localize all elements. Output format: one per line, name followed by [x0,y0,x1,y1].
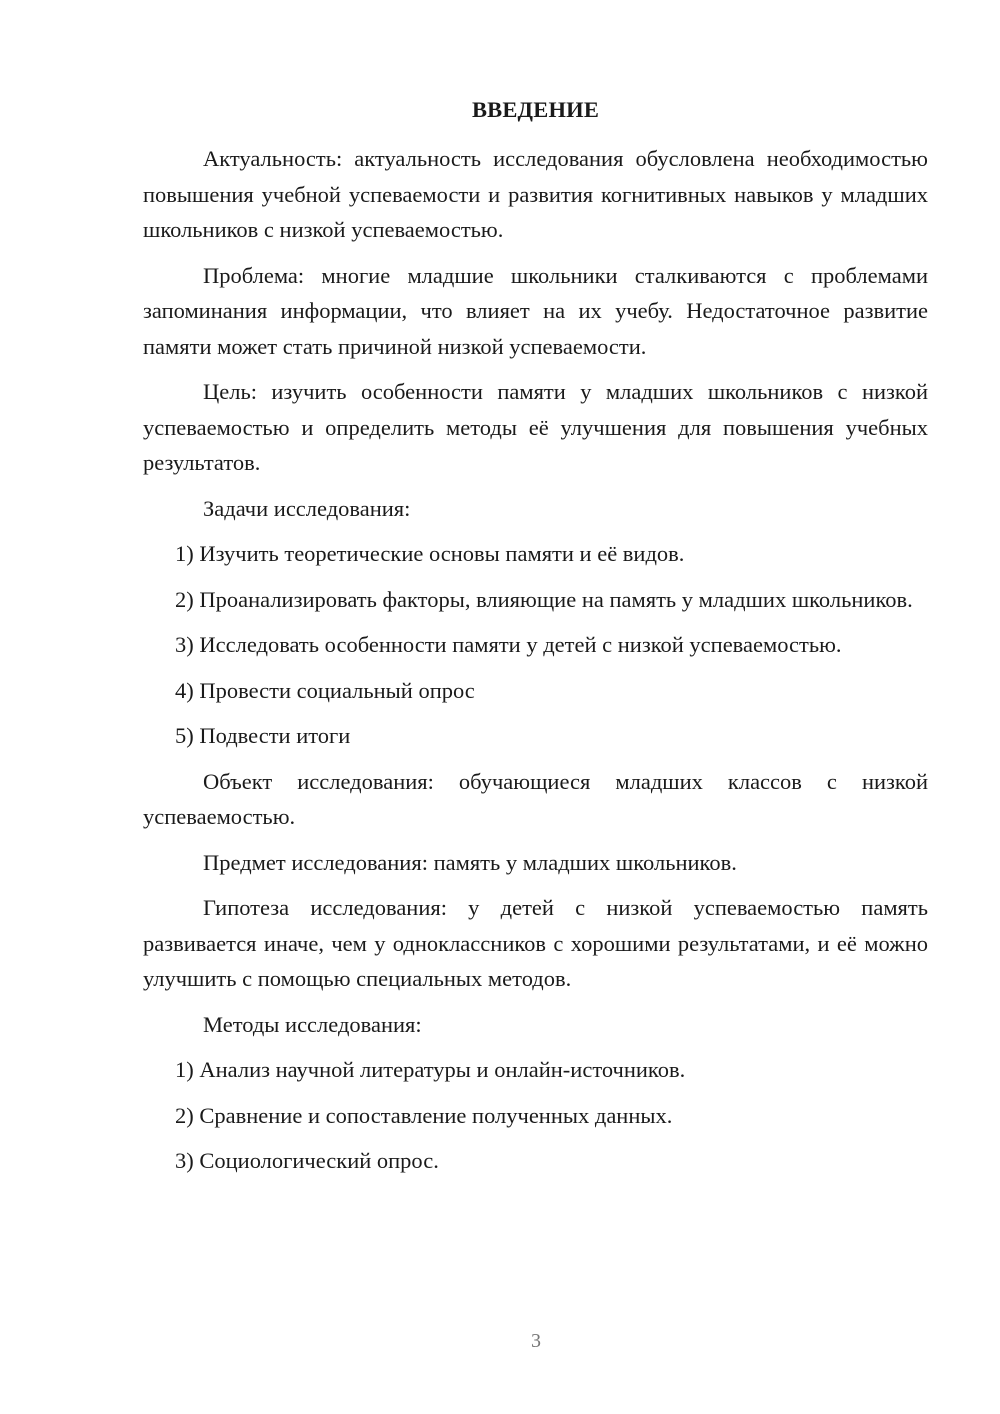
subject-paragraph: Предмет исследования: память у младших школьников. [203,849,737,875]
goal-paragraph: Цель: изучить особенности памяти у младших школьников с низкой успеваемостью и определить методы её улучшения для повышения учебных результатов. [143,379,928,475]
task-item-1: 1) Изучить теоретические основы памяти и её видов. [175,541,685,566]
hypothesis-paragraph: Гипотеза исследования: у детей с низкой успеваемостью память развивается иначе, чем у одноклассников с хорошими результатами, и её можно улучшить с помощью специальных методов. [143,895,928,991]
object-paragraph: Объект исследования: обучающиеся младших классов с низкой успеваемостью. [143,768,928,829]
methods-heading: Методы исследования: [203,1011,422,1037]
method-item-3: 3) Социологический опрос. [175,1148,439,1173]
task-item-3: 3) Исследовать особенности памяти у детей с низкой успеваемостью. [175,632,842,657]
page-title: ВВЕДЕНИЕ [471,97,600,122]
tasks-heading: Задачи исследования: [203,495,411,521]
task-item-5: 5) Подвести итоги [175,723,351,748]
method-item-1: 1) Анализ научной литературы и онлайн-источников. [175,1057,686,1082]
method-item-2: 2) Сравнение и сопоставление полученных данных. [175,1102,673,1128]
problem-paragraph: Проблема: многие младшие школьники сталкиваются с проблемами запоминания информации, что влияет на их учебу. Недостаточное развитие памяти может стать причиной низкой успеваемости. [143,262,928,359]
page-number: 3 [531,1330,541,1352]
task-item-2: 2) Проанализировать факторы, влияющие на память у младших школьников. [175,586,913,612]
page-content [143,92,928,1189]
relevance-paragraph: Актуальность: актуальность исследования обусловлена необходимостью повышения учебной успеваемости и развития когнитивных навыков у младших школьников с низкой успеваемостью. [143,146,928,242]
task-item-4: 4) Провести социальный опрос [175,677,475,703]
